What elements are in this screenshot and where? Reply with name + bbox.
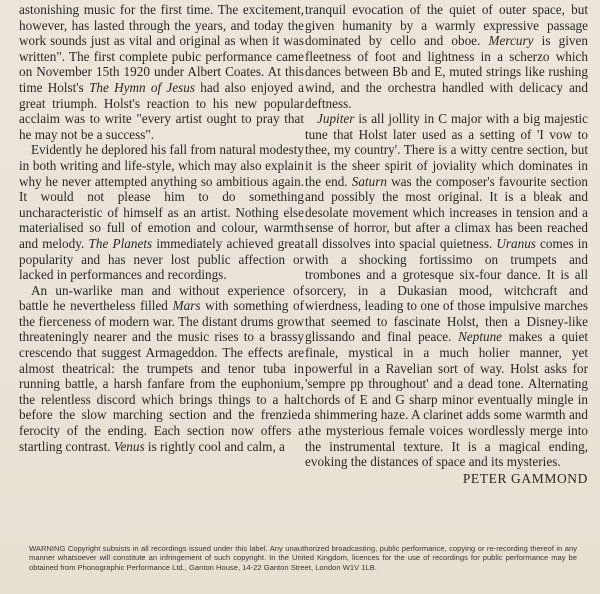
- italic-title: Saturn: [351, 173, 387, 189]
- italic-title: The Hymn of Jesus: [89, 79, 195, 95]
- italic-title: Jupiter: [317, 111, 355, 127]
- paragraph: tranquil evocation of the quiet of outer space, but given humanity by a warmly expressive passage dominated by cello and oboe. Mercury is given fleetness of foot and lightness in a scherzo which dances between Bb and E, muted strings like rushing wind, and the orchestra handled with delicacy and deftness.: [305, 2, 588, 111]
- italic-title: Neptune: [458, 329, 503, 345]
- italic-title: Mars: [172, 298, 201, 314]
- copyright-warning: WARNING Copyright subsists in all recordings issued under this label. Any unauthorized broadcasting, public performance, copying or re-recording thereof in any manner whatsoever will constitute an infringement of such copyright. In the United Kingdom, licences for the use of recordings for public performance may be obtained from Phonographic Performance Ltd., Ganton House, 14-22 Ganton Street, London W1V 1LB.: [29, 544, 577, 572]
- paragraph: Jupiter is all jollity in C major with a big majestic tune that Holst later used as a setting of 'I vow to thee, my country'. There is a witty centre section, but it is the sheer spirit of joviality which dominates in the end. Saturn was the composer's favourite section and possibly the most original. It is a bleak and desolate movement which increases in tension and a sense of horror, but after a climax has been reached all dissolves into spacial quietness. Uranus comes in with a shocking fortissimo on trumpets and trombones and a grotesque six-four dance. It is all sorcery, in a Dukasian mood, witchcraft and wierdness, leading to one of those impulsive marches that seemed to fascinate Holst, then a Disney-like glissando and final peace. Neptune makes a quiet finale, mystical in a much holier manner, yet powerful in a Ravelian sort of way. Holst asks for 'sempre pp throughout' and a dead tone. Alternating chords of E and G sharp minor eventually mingle in a shimmering haze. A clarinet adds some warmth and the mysterious female voices wordlessly merge into the instrumental texture. It is a magical ending, evoking the distances of space and its mysteries.: [305, 111, 589, 470]
- paragraph: An un-warlike man and without experience of battle he nevertheless filled Mars with something of the fierceness of modern war. The distant drums grow threateningly nearer and the music rises to a brassy crescendo that suggest Armageddon. The effects are almost theatrical: the trumpets and tenor tuba in running battle, a harsh fanfare from the euphonium, the relentless discord which brings things to a halt before the slow marching section and the frenzied ferocity of the ending. Each section now offers a startling contrast. Venus is rightly cool and calm, a: [19, 282, 304, 454]
- paragraph: Evidently he deplored his fall from natural modesty in both writing and life-style, which may also explain why he never attempted anything so ambitious again. It would not please him to do something uncharacteristic of himself as an artist. Nothing else materialised so full of emotion and colour, warmth and melody. The Planets immediately achieved great popularity and has never lost public affection or lacked in performances and recordings.: [19, 142, 304, 283]
- italic-title: The Planets: [88, 235, 153, 251]
- left-text-column: [19, 2, 304, 454]
- right-text-column: [305, 2, 588, 470]
- italic-title: Venus: [113, 438, 145, 454]
- author-signature: PETER GAMMOND: [462, 471, 588, 486]
- italic-title: Mercury: [488, 33, 534, 49]
- italic-title: Uranus: [496, 235, 536, 251]
- paragraph: astonishing music for the first time. The excitement, however, has lasted through the years, and today the work sounds just as vital and original as when it was written". The first complete pubic performance came on November 15th 1920 under Albert Coates. At this time Holst's The Hymn of Jesus had also enjoyed a great triumph. Holst's reaction to his new popular acclaim was to write "every artist ought to pray that he may not be a success".: [19, 2, 304, 142]
